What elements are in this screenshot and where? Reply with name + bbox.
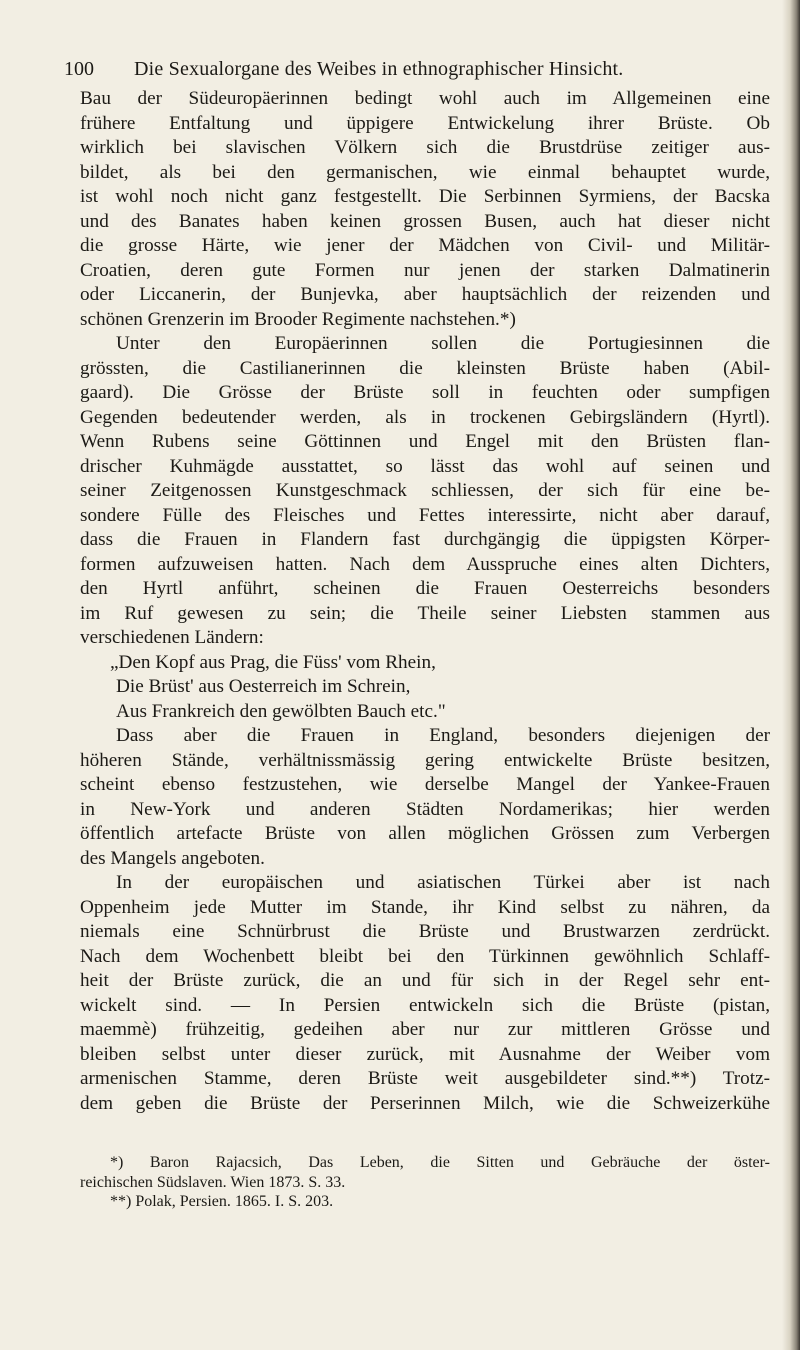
page-header bbox=[64, 54, 714, 84]
running-head: Die Sexualorgane des Weibes in ethnographischer Hinsicht. bbox=[134, 58, 624, 80]
text-line: dem geben die Brüste der Perserinnen Milch, wie die Schweizerkühe bbox=[80, 1092, 770, 1114]
text-line: und des Banates haben keinen grossen Busen, auch hat dieser nicht bbox=[80, 210, 770, 232]
text-line: drischer Kuhmägde ausstattet, so lässt das wohl auf seinen und bbox=[80, 455, 770, 477]
text-line: formen aufzuweisen hatten. Nach dem Ausspruche eines alten Dichters, bbox=[80, 553, 770, 575]
page-edge-shadow bbox=[782, 0, 800, 1350]
text-line: Croatien, deren gute Formen nur jenen der starken Dalmatinerin bbox=[80, 259, 770, 281]
text-line: wirklich bei slavischen Völkern sich die Brustdrüse zeitiger aus- bbox=[80, 137, 770, 158]
footnote-line: reichischen Südslaven. Wien 1873. S. 33. bbox=[80, 1173, 346, 1191]
body-text bbox=[80, 87, 770, 1116]
text-line: höheren Stände, verhältnissmässig gering entwickelte Brüste besitzen, bbox=[80, 749, 770, 771]
text-line: in New-York und anderen Städten Nordamerikas; hier werden bbox=[80, 798, 770, 820]
text-line: armenischen Stamme, deren Brüste weit ausgebildeter sind.**) Trotz- bbox=[80, 1068, 770, 1089]
text-line: In der europäischen und asiatischen Türkei aber ist nach bbox=[116, 872, 770, 893]
text-line: die grosse Härte, wie jener der Mädchen von Civil- und Militär- bbox=[80, 235, 770, 256]
text-line: im Ruf gewesen zu sein; die Theile seiner Liebsten stammen aus bbox=[80, 602, 770, 624]
verse-line: Die Brüst' aus Oesterreich im Schrein, bbox=[116, 676, 411, 697]
text-line: bleiben selbst unter dieser zurück, mit Ausnahme der Weiber vom bbox=[80, 1043, 770, 1065]
text-line: Dass aber die Frauen in England, besonders diejenigen der bbox=[116, 725, 770, 746]
text-line: den Hyrtl anführt, scheinen die Frauen Oesterreichs besonders bbox=[80, 578, 770, 599]
text-line: scheint ebenso festzustehen, wie derselbe Mangel der Yankee-Frauen bbox=[80, 774, 770, 795]
text-line: schönen Grenzerin im Brooder Regimente nachstehen.*) bbox=[80, 308, 516, 330]
text-line: niemals eine Schnürbrust die Brüste und Brustwarzen zerdrückt. bbox=[80, 921, 770, 942]
text-line: Gegenden bedeutender werden, als in trockenen Gebirgsländern (Hyrtl). bbox=[80, 406, 770, 428]
footnotes bbox=[80, 1153, 770, 1212]
footnote-line: *) Baron Rajacsich, Das Leben, die Sitten und Gebräuche der öster- bbox=[110, 1154, 770, 1171]
text-line: öffentlich artefacte Brüste von allen möglichen Grössen zum Verbergen bbox=[80, 823, 770, 844]
text-line: des Mangels angeboten. bbox=[80, 847, 265, 869]
text-line: Wenn Rubens seine Göttinnen und Engel mit den Brüsten flan- bbox=[80, 431, 770, 452]
text-line: Unter den Europäerinnen sollen die Portugiesinnen die bbox=[116, 333, 770, 354]
text-line: ist wohl noch nicht ganz festgestellt. Die Serbinnen Syrmiens, der Bacska bbox=[80, 186, 770, 207]
text-line: frühere Entfaltung und üppigere Entwickelung ihrer Brüste. Ob bbox=[80, 112, 770, 134]
text-line: seiner Zeitgenossen Kunstgeschmack schliessen, der sich für eine be- bbox=[80, 480, 770, 501]
text-line: heit der Brüste zurück, die an und für sich in der Regel sehr ent- bbox=[80, 970, 770, 991]
verse-line: Aus Frankreich den gewölbten Bauch etc." bbox=[116, 700, 446, 722]
text-line: wickelt sind. — In Persien entwickeln sich die Brüste (pistan, bbox=[80, 994, 770, 1016]
text-line: grössten, die Castilianerinnen die kleinsten Brüste haben (Abil- bbox=[80, 357, 770, 379]
text-line: sondere Fülle des Fleisches und Fettes interessirte, nicht aber darauf, bbox=[80, 504, 770, 526]
footnote-line: **) Polak, Persien. 1865. I. S. 203. bbox=[110, 1193, 334, 1210]
text-line: verschiedenen Ländern: bbox=[80, 627, 264, 648]
text-line: dass die Frauen in Flandern fast durchgängig die üppigsten Körper- bbox=[80, 529, 770, 550]
text-line: gaard). Die Grösse der Brüste soll in feuchten oder sumpfigen bbox=[80, 382, 770, 403]
text-line: Oppenheim jede Mutter im Stande, ihr Kind selbst zu nähren, da bbox=[80, 896, 770, 918]
page-number: 100 bbox=[64, 58, 94, 80]
text-line: oder Liccanerin, der Bunjevka, aber hauptsächlich der reizenden und bbox=[80, 284, 770, 305]
verse-line: „Den Kopf aus Prag, die Füss' vom Rhein, bbox=[110, 651, 436, 673]
text-line: maemmè) frühzeitig, gedeihen aber nur zur mittleren Grösse und bbox=[80, 1019, 770, 1040]
text-line: bildet, als bei den germanischen, wie einmal behauptet wurde, bbox=[80, 161, 770, 183]
text-line: Nach dem Wochenbett bleibt bei den Türkinnen gewöhnlich Schlaff- bbox=[80, 945, 770, 967]
text-line: Bau der Südeuropäerinnen bedingt wohl auch im Allgemeinen eine bbox=[80, 88, 770, 109]
